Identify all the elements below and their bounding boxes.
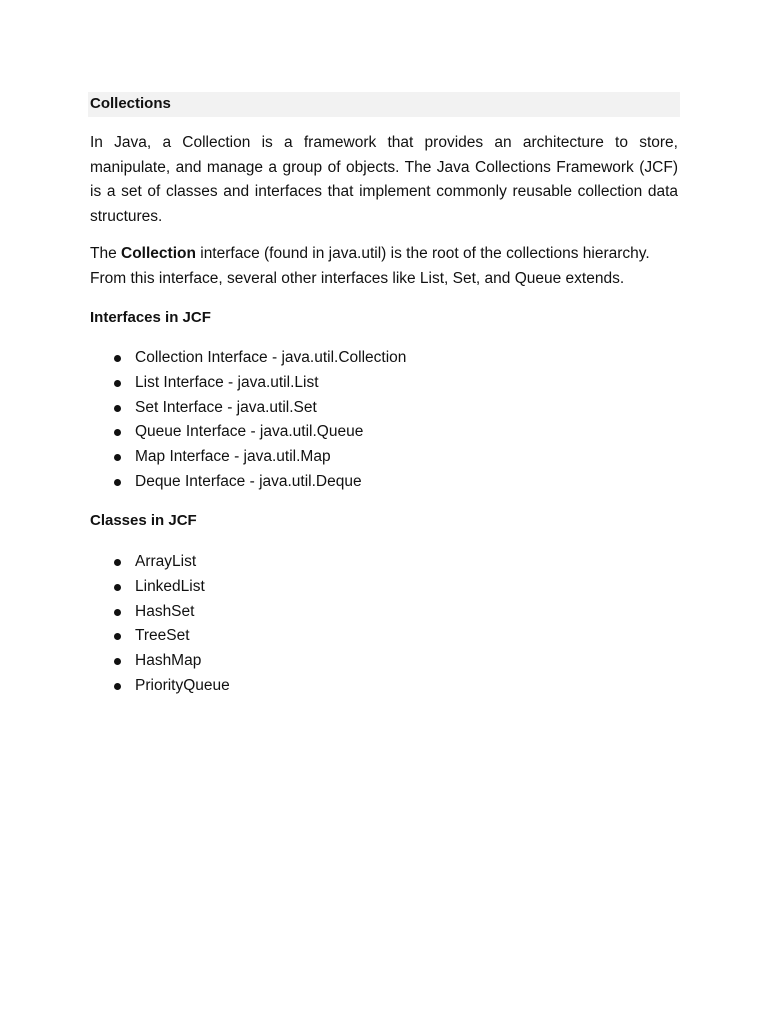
interfaces-list [90, 346, 406, 495]
list-item [90, 445, 406, 470]
list-item [90, 396, 406, 421]
list-item-text: TreeSet [135, 627, 190, 645]
list-item-text: HashSet [135, 602, 195, 620]
paragraph-bold-term: Collection [121, 245, 196, 262]
section-heading [88, 92, 680, 117]
list-item [90, 674, 230, 699]
interfaces-heading: Interfaces in JCF [90, 309, 211, 326]
list-item [90, 371, 406, 396]
bullet-icon [114, 633, 121, 640]
list-item-text: HashMap [135, 652, 202, 670]
list-item [90, 550, 230, 575]
list-item-text: PriorityQueue [135, 676, 230, 694]
list-item-text: Set Interface - java.util.Set [135, 398, 317, 416]
paragraph-text-suffix: interface (found in java.util) is the root of the collections hierarchy. From this interface, several other interfaces like List, Set, and Queue extends. [90, 245, 650, 287]
list-item-text: List Interface - java.util.List [135, 373, 319, 391]
list-item-text: LinkedList [135, 577, 205, 595]
list-item-text: Map Interface - java.util.Map [135, 448, 331, 466]
bullet-icon [114, 380, 121, 387]
list-item [90, 575, 230, 600]
classes-heading: Classes in JCF [90, 512, 197, 529]
bullet-icon [114, 559, 121, 566]
bullet-icon [114, 355, 121, 362]
collection-interface-paragraph [90, 242, 678, 291]
bullet-icon [114, 454, 121, 461]
list-item-text: Collection Interface - java.util.Collection [135, 349, 407, 366]
bullet-icon [114, 479, 121, 486]
bullet-icon [114, 658, 121, 665]
bullet-icon [114, 584, 121, 591]
list-item-text: Deque Interface - java.util.Deque [135, 472, 362, 490]
list-item [90, 420, 406, 445]
list-item [90, 600, 230, 625]
section-heading-text: Collections [90, 95, 171, 112]
bullet-icon [114, 609, 121, 616]
bullet-icon [114, 683, 121, 690]
bullet-icon [114, 429, 121, 436]
list-item [90, 470, 406, 495]
list-item [90, 649, 230, 674]
list-item [90, 346, 406, 371]
list-item [90, 624, 230, 649]
bullet-icon [114, 405, 121, 412]
paragraph-text-prefix: The [90, 245, 122, 262]
list-item-text: Queue Interface - java.util.Queue [135, 423, 364, 441]
list-item-text: ArrayList [135, 553, 197, 570]
classes-list [90, 550, 230, 699]
intro-paragraph: In Java, a Collection is a framework that provides an architecture to store, manipulate, and manage a group of objects. The Java Collections Framework (JCF) is a set of classes and interfaces that implement commonly reusable collection data structures. [90, 134, 678, 225]
